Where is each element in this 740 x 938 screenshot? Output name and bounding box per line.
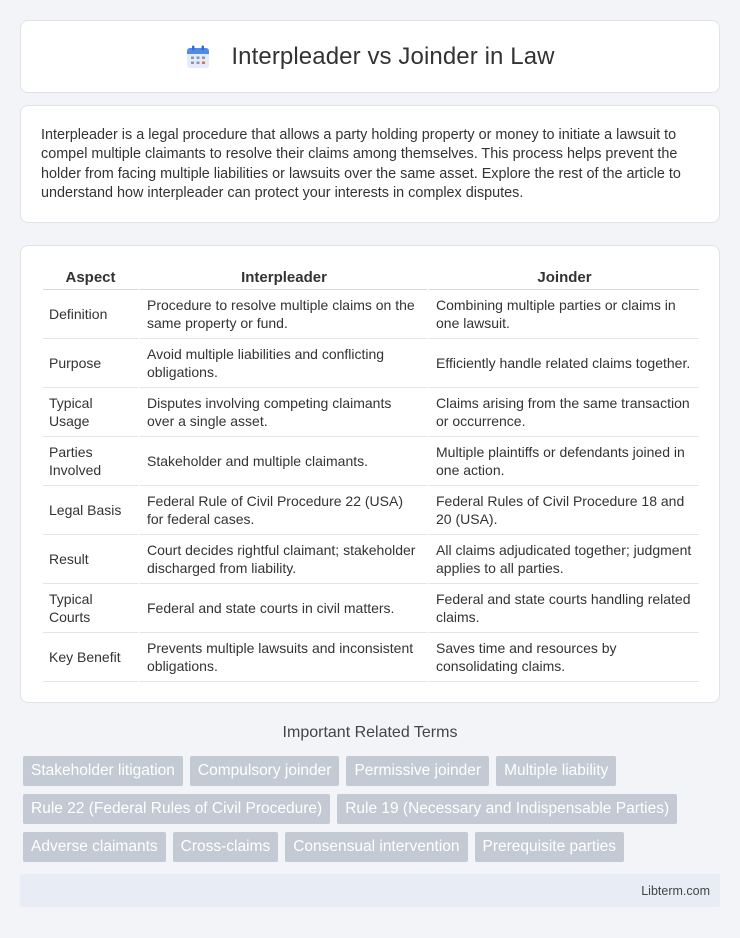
intro-paragraph: Interpleader is a legal procedure that allows a party holding property or money to initiate a lawsuit to compel multiple claimants to resolve their claims among themselves. This process helps prevent the holder from facing multiple liabilities or lawsuits over the same asset. Explore the rest of the article to understand how interpleader can protect your interests in complex disputes.	[41, 127, 681, 202]
related-terms-title: Important Related Terms	[282, 724, 458, 741]
cell-interpleader: Procedure to resolve multiple claims on the same property or fund.	[138, 290, 427, 339]
cell-interpleader: Disputes involving competing claimants over a single asset.	[138, 388, 427, 437]
cell-joinder: All claims adjudicated together; judgment applies to all parties.	[427, 535, 699, 584]
cell-aspect: Definition	[43, 290, 138, 339]
related-term-tag[interactable]: Stakeholder litigation	[23, 756, 183, 786]
cell-aspect: Parties Involved	[43, 437, 138, 486]
header-aspect: Aspect	[43, 266, 138, 290]
footer-site-link[interactable]: Libterm.com	[641, 883, 710, 898]
table-row	[43, 290, 699, 339]
cell-aspect: Result	[43, 535, 138, 584]
table-row	[43, 437, 699, 486]
cell-aspect: Key Benefit	[43, 633, 138, 682]
cell-interpleader: Court decides rightful claimant; stakeholder discharged from liability.	[138, 535, 427, 584]
cell-aspect: Typical Usage	[43, 388, 138, 437]
cell-joinder: Efficiently handle related claims together.	[427, 339, 699, 388]
table-header-row	[43, 266, 699, 290]
cell-aspect: Typical Courts	[43, 584, 138, 633]
cell-joinder: Federal and state courts handling related claims.	[427, 584, 699, 633]
cell-interpleader: Prevents multiple lawsuits and inconsistent obligations.	[138, 633, 427, 682]
related-term-tag[interactable]: Prerequisite parties	[475, 832, 625, 862]
related-term-tag[interactable]: Compulsory joinder	[190, 756, 340, 786]
cell-aspect: Legal Basis	[43, 486, 138, 535]
intro-card	[20, 105, 720, 223]
cell-interpleader: Federal and state courts in civil matters.	[138, 584, 427, 633]
footer	[20, 874, 720, 907]
calendar-icon	[185, 44, 211, 70]
cell-interpleader: Avoid multiple liabilities and conflicting obligations.	[138, 339, 427, 388]
cell-joinder: Combining multiple parties or claims in one lawsuit.	[427, 290, 699, 339]
table-row	[43, 584, 699, 633]
cell-aspect: Purpose	[43, 339, 138, 388]
table-row	[43, 486, 699, 535]
related-term-tag[interactable]: Permissive joinder	[346, 756, 489, 786]
related-term-tag[interactable]: Rule 19 (Necessary and Indispensable Parties)	[337, 794, 677, 824]
comparison-table-card	[20, 245, 720, 703]
cell-interpleader: Federal Rule of Civil Procedure 22 (USA) for federal cases.	[138, 486, 427, 535]
table-row	[43, 388, 699, 437]
cell-interpleader: Stakeholder and multiple claimants.	[138, 437, 427, 486]
comparison-table	[43, 266, 699, 682]
header-joinder: Joinder	[427, 266, 699, 290]
header-card	[20, 20, 720, 93]
cell-joinder: Claims arising from the same transaction or occurrence.	[427, 388, 699, 437]
related-term-tag[interactable]: Cross-claims	[173, 832, 279, 862]
related-term-tag[interactable]: Rule 22 (Federal Rules of Civil Procedure)	[23, 794, 330, 824]
table-row	[43, 633, 699, 682]
table-row	[43, 339, 699, 388]
cell-joinder: Federal Rules of Civil Procedure 18 and 20 (USA).	[427, 486, 699, 535]
cell-joinder: Multiple plaintiffs or defendants joined in one action.	[427, 437, 699, 486]
title-wrap	[185, 43, 554, 71]
related-term-tag[interactable]: Consensual intervention	[285, 832, 467, 862]
table-row	[43, 535, 699, 584]
related-term-tag[interactable]: Adverse claimants	[23, 832, 166, 862]
cell-joinder: Saves time and resources by consolidating claims.	[427, 633, 699, 682]
header-interpleader: Interpleader	[138, 266, 427, 290]
related-term-tag[interactable]: Multiple liability	[496, 756, 616, 786]
page-title: Interpleader vs Joinder in Law	[231, 42, 555, 70]
related-terms-list	[23, 756, 703, 862]
